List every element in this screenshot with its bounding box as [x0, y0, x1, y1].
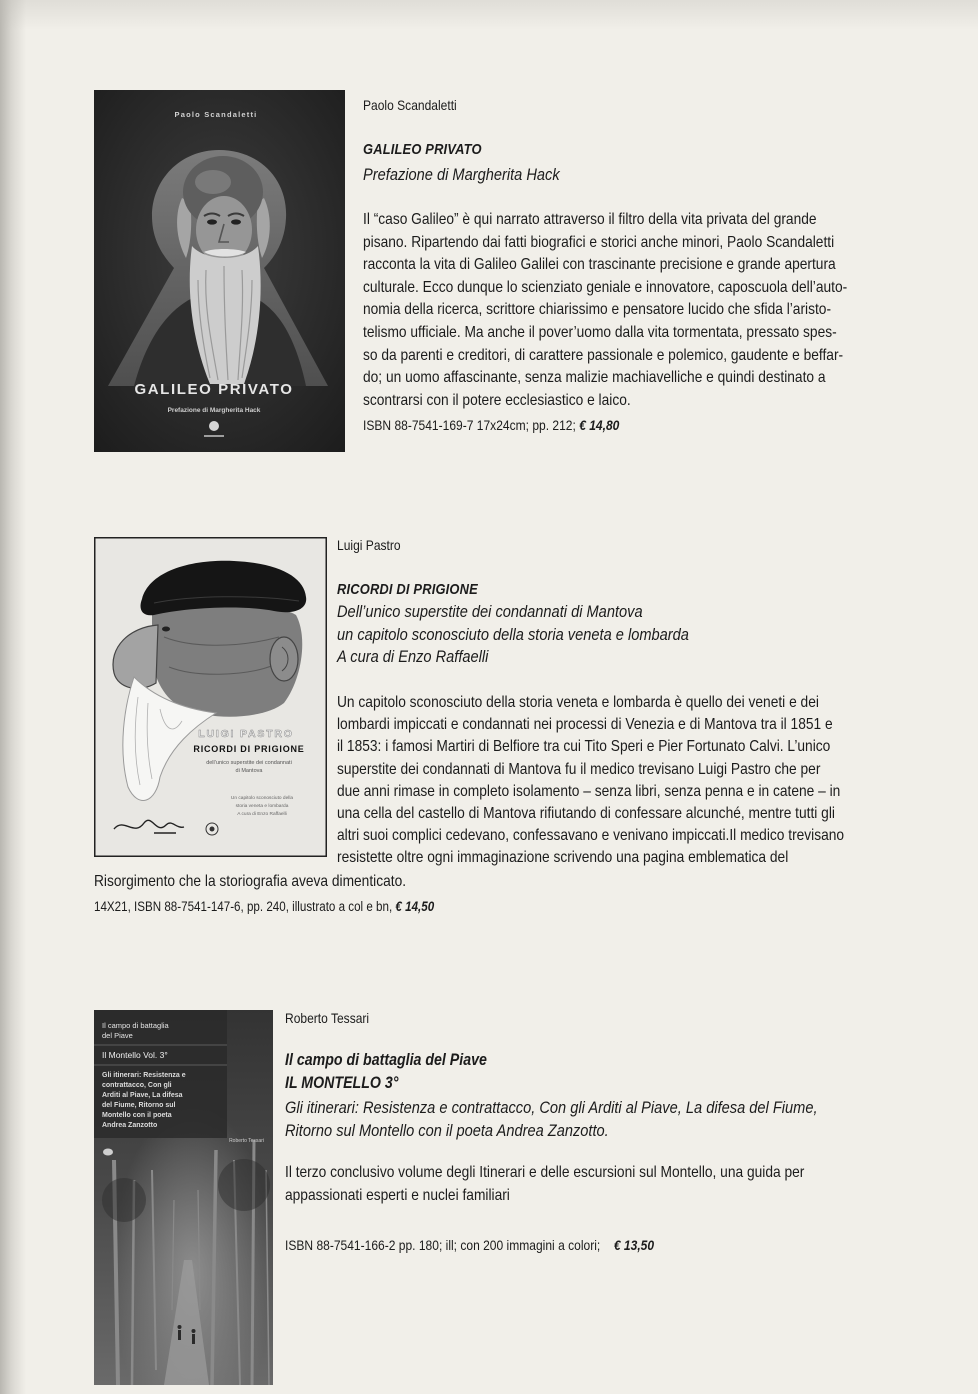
- price: € 14,50: [395, 899, 435, 914]
- subtitle-line: A cura di Enzo Raffaelli: [337, 647, 489, 666]
- cover-subtitle-line: del Fiume, Ritorno sul: [102, 1102, 176, 1109]
- cover-author: Paolo Scandaletti: [174, 110, 258, 119]
- book-author: Roberto Tessari: [285, 1010, 370, 1026]
- cover-subtitle-line: contrattacco, Con gli: [102, 1082, 172, 1089]
- cover-subtitle-line: di Mantova: [235, 768, 263, 774]
- description-line: una cella del castello di Mantova rifiutando di confessare alcunché, mentre tutti gli: [337, 805, 835, 823]
- isbn-details: ISBN 88-7541-169-7 17x24cm; pp. 212;: [363, 417, 576, 433]
- cover-title: GALILEO PRIVATO: [134, 381, 294, 398]
- isbn-details: ISBN 88-7541-166-2 pp. 180; ill; con 200 immagini a colori;: [285, 1237, 601, 1253]
- description-line: Risorgimento che la storiografia aveva dimenticato.: [94, 873, 407, 890]
- cover-title: RICORDI DI PRIGIONE: [193, 744, 305, 754]
- book-title: RICORDI DI PRIGIONE: [337, 581, 478, 598]
- book-details: [94, 897, 434, 917]
- cover-subtitle-line: Andrea Zanzotto: [102, 1122, 158, 1129]
- book-title: GALILEO PRIVATO: [363, 141, 482, 158]
- description-line: scontrarsi con il potere ecclesiastico e laico.: [363, 391, 631, 409]
- cover-subtitle-line: Montello con il poeta: [102, 1112, 172, 1119]
- book-description: [363, 209, 847, 412]
- description-line: nomia della ricerca, scrittore chiarissimo e pensatore lucido che sfida l’aristo-: [363, 301, 832, 319]
- book-subtitle: [285, 1096, 818, 1142]
- title-line: IL MONTELLO 3°: [285, 1074, 399, 1092]
- book-subtitle: [337, 601, 689, 669]
- publisher-logo-icon: [103, 1149, 113, 1156]
- cover-title-line: del Piave: [102, 1031, 133, 1040]
- cover-image-galileo-privato: [94, 90, 345, 452]
- description-line: telismo ufficiale. Ma anche il pover’uomo dalla vita tormentata, pressato spes-: [363, 323, 837, 341]
- cover-subtitle-line: Gli itinerari: Resistenza e: [102, 1072, 186, 1079]
- description-line: due anni rimase in completo isolamento – senza libri, senza penna e in catene – in: [337, 782, 841, 800]
- book-description: [285, 1161, 804, 1207]
- cover-subtitle-line: dell’unico superstite dei condannati: [206, 760, 292, 766]
- publisher-logo-icon: [209, 421, 219, 431]
- cover-subtitle: Prefazione di Margherita Hack: [167, 407, 261, 414]
- page-top-shade: [0, 0, 978, 30]
- cover-image-il-montello: [94, 1010, 273, 1385]
- title-line: Il campo di battaglia del Piave: [285, 1051, 487, 1069]
- description-line: superstite dei condannati di Mantova fu il medico trevisano Luigi Pastro che per: [337, 760, 821, 778]
- description-line: Un capitolo sconosciuto della storia veneta e lombarda è quello dei veneti e dei: [337, 694, 819, 711]
- description-line: do; un uomo affascinante, senza malizie machiavelliche e quindi destinato a: [363, 369, 826, 387]
- book-author: Luigi Pastro: [337, 537, 401, 553]
- cover-blurb-line: storia veneta e lombarda: [235, 804, 289, 809]
- subtitle-line: Ritorno sul Montello con il poeta Andrea Zanzotto.: [285, 1121, 609, 1140]
- subtitle-line: Dell’unico superstite dei condannati di Mantova: [337, 602, 643, 621]
- description-line: racconta la vita di Galileo Galilei con trascinante precisione e grande apertura: [363, 256, 836, 274]
- cover-author: LUIGI PASTRO: [198, 728, 294, 740]
- description-line: pisano. Ripartendo dai fatti biografici e storici anche minori, Paolo Scandaletti: [363, 233, 835, 251]
- subtitle-line: un capitolo sconosciuto della storia veneta e lombarda: [337, 624, 689, 644]
- page-binding-shadow: [0, 0, 26, 1394]
- cover-volume: Il Montello Vol. 3°: [102, 1050, 168, 1060]
- price: € 14,80: [579, 417, 620, 433]
- price: € 13,50: [613, 1237, 655, 1253]
- book-details: [285, 1235, 654, 1255]
- cover-image-ricordi-di-prigione: [94, 537, 327, 857]
- description-line: Il terzo conclusivo volume degli Itinerari e delle escursioni sul Montello, una guida per: [285, 1164, 805, 1181]
- book-title: [285, 1049, 487, 1095]
- description-line: resistette oltre ogni immaginazione scrivendo una pagina emblematica del: [337, 849, 789, 867]
- book-subtitle: Prefazione di Margherita Hack: [363, 165, 560, 184]
- cover-author: Roberto Tessari: [229, 1138, 264, 1144]
- description-line: so da parenti e creditori, di carattere passionale e polemico, gaudente e beffar-: [363, 346, 844, 364]
- isbn-details: 14X21, ISBN 88-7541-147-6, pp. 240, illustrato a col e bn,: [94, 899, 393, 914]
- description-line: lombardi impiccati e condannati nei processi di Venezia e di Mantova tra il 1851 e: [337, 716, 833, 734]
- description-line: il 1853: i famosi Martiri di Belfiore tra cui Tito Speri e Pier Fortunato Calvi. L’unico: [337, 738, 831, 756]
- cover-blurb-line: A cura di Enzo Raffaelli: [237, 812, 287, 817]
- description-line: altri suoi complici cedevano, confessavano e venivano impiccati.Il medico trevisano: [337, 827, 845, 845]
- description-line: appassionati esperti e nuclei familiari: [285, 1187, 510, 1204]
- cover-title-line: Il campo di battaglia: [102, 1021, 169, 1030]
- book-author: Paolo Scandaletti: [363, 97, 457, 113]
- description-line: Il “caso Galileo” è qui narrato attraverso il filtro della vita privata del grande: [363, 211, 817, 228]
- cover-blurb-line: Un capitolo sconosciuto della: [230, 796, 294, 801]
- cover-subtitle-line: Arditi al Piave, La difesa: [102, 1092, 183, 1099]
- description-line: culturale. Ecco dunque lo scienziato geniale e innovatore, caposcuola dell’auto-: [363, 278, 848, 296]
- book-details: [363, 415, 619, 435]
- subtitle-line: Gli itinerari: Resistenza e contrattacco, Con gli Arditi al Piave, La difesa del Fiume,: [285, 1098, 818, 1117]
- book-description: [337, 692, 844, 870]
